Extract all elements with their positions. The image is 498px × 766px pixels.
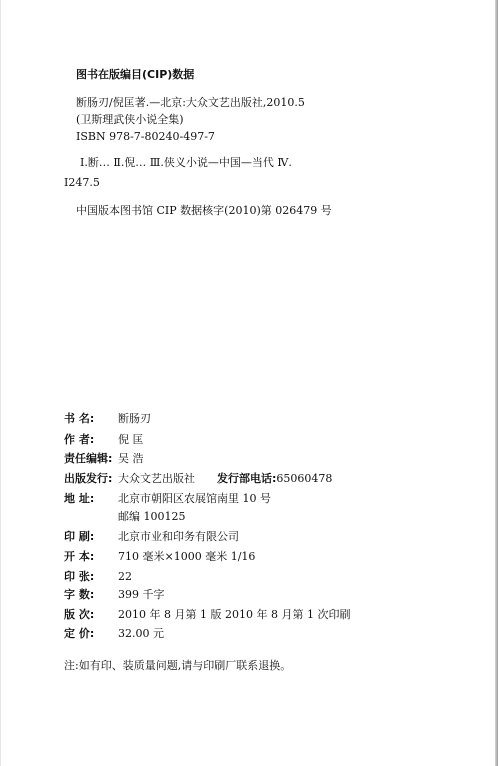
colophon-row-words (64, 588, 165, 602)
sheets-value: 22 (118, 570, 132, 583)
format-label: 开 本: (64, 550, 95, 563)
colophon-row-format (64, 550, 255, 564)
title-value: 断肠刃 (118, 412, 151, 425)
title-label: 书 名: (64, 412, 95, 425)
cip-line-title: 断肠刃/倪匡著.—北京:大众文艺出版社,2010.5 (76, 96, 305, 109)
cip-line-classification: I247.5 (64, 176, 100, 189)
cip-heading: 图书在版编目(CIP)数据 (76, 68, 195, 81)
quality-note: 注:如有印、装质量问题,请与印刷厂联系退换。 (64, 659, 292, 672)
cip-line-subjects: Ⅰ.断… Ⅱ.倪… Ⅲ.侠义小说—中国—当代 Ⅳ. (80, 156, 292, 169)
words-value: 399 千字 (118, 588, 165, 601)
edition-value: 2010 年 8 月第 1 版 2010 年 8 月第 1 次印刷 (118, 608, 351, 621)
words-label: 字 数: (64, 588, 95, 601)
page-edge-left (0, 0, 1, 766)
printer-label: 印 刷: (64, 530, 95, 543)
cip-line-number: 中国版本图书馆 CIP 数据核字(2010)第 026479 号 (76, 204, 332, 217)
address-value: 北京市朝阳区农展馆南里 10 号 (118, 492, 271, 505)
publisher-label: 出版发行: (64, 472, 113, 485)
colophon-row-title (64, 412, 151, 426)
colophon-row-printer (64, 530, 239, 544)
colophon-row-author (64, 433, 144, 447)
phone-value: 65060478 (276, 472, 333, 485)
printer-value: 北京市业和印务有限公司 (118, 530, 239, 543)
address-label: 地 址: (64, 492, 95, 505)
format-value: 710 毫米×1000 毫米 1/16 (118, 550, 256, 563)
colophon-row-postcode (118, 510, 186, 524)
phone-label: 发行部电话: (217, 472, 277, 485)
author-value: 倪 匡 (118, 433, 144, 446)
sheets-label: 印 张: (64, 570, 95, 583)
price-value: 32.00 元 (118, 627, 164, 640)
publisher-value: 大众文艺出版社 (118, 472, 195, 485)
price-label: 定 价: (64, 627, 95, 640)
colophon-row-edition (64, 608, 350, 622)
cip-line-series: (卫斯理武侠小说全集) (76, 113, 184, 126)
editor-label: 责任编辑: (64, 452, 113, 465)
colophon-row-sheets (64, 570, 132, 584)
author-label: 作 者: (64, 433, 95, 446)
colophon-row-publisher (64, 472, 332, 486)
cip-line-isbn: ISBN 978-7-80240-497-7 (76, 130, 215, 143)
postcode-value: 邮编 100125 (118, 510, 186, 523)
colophon-row-address (64, 492, 271, 506)
edition-label: 版 次: (64, 608, 95, 621)
colophon-row-price (64, 627, 164, 641)
editor-value: 吴 浩 (118, 452, 144, 465)
colophon-row-editor (64, 452, 144, 466)
